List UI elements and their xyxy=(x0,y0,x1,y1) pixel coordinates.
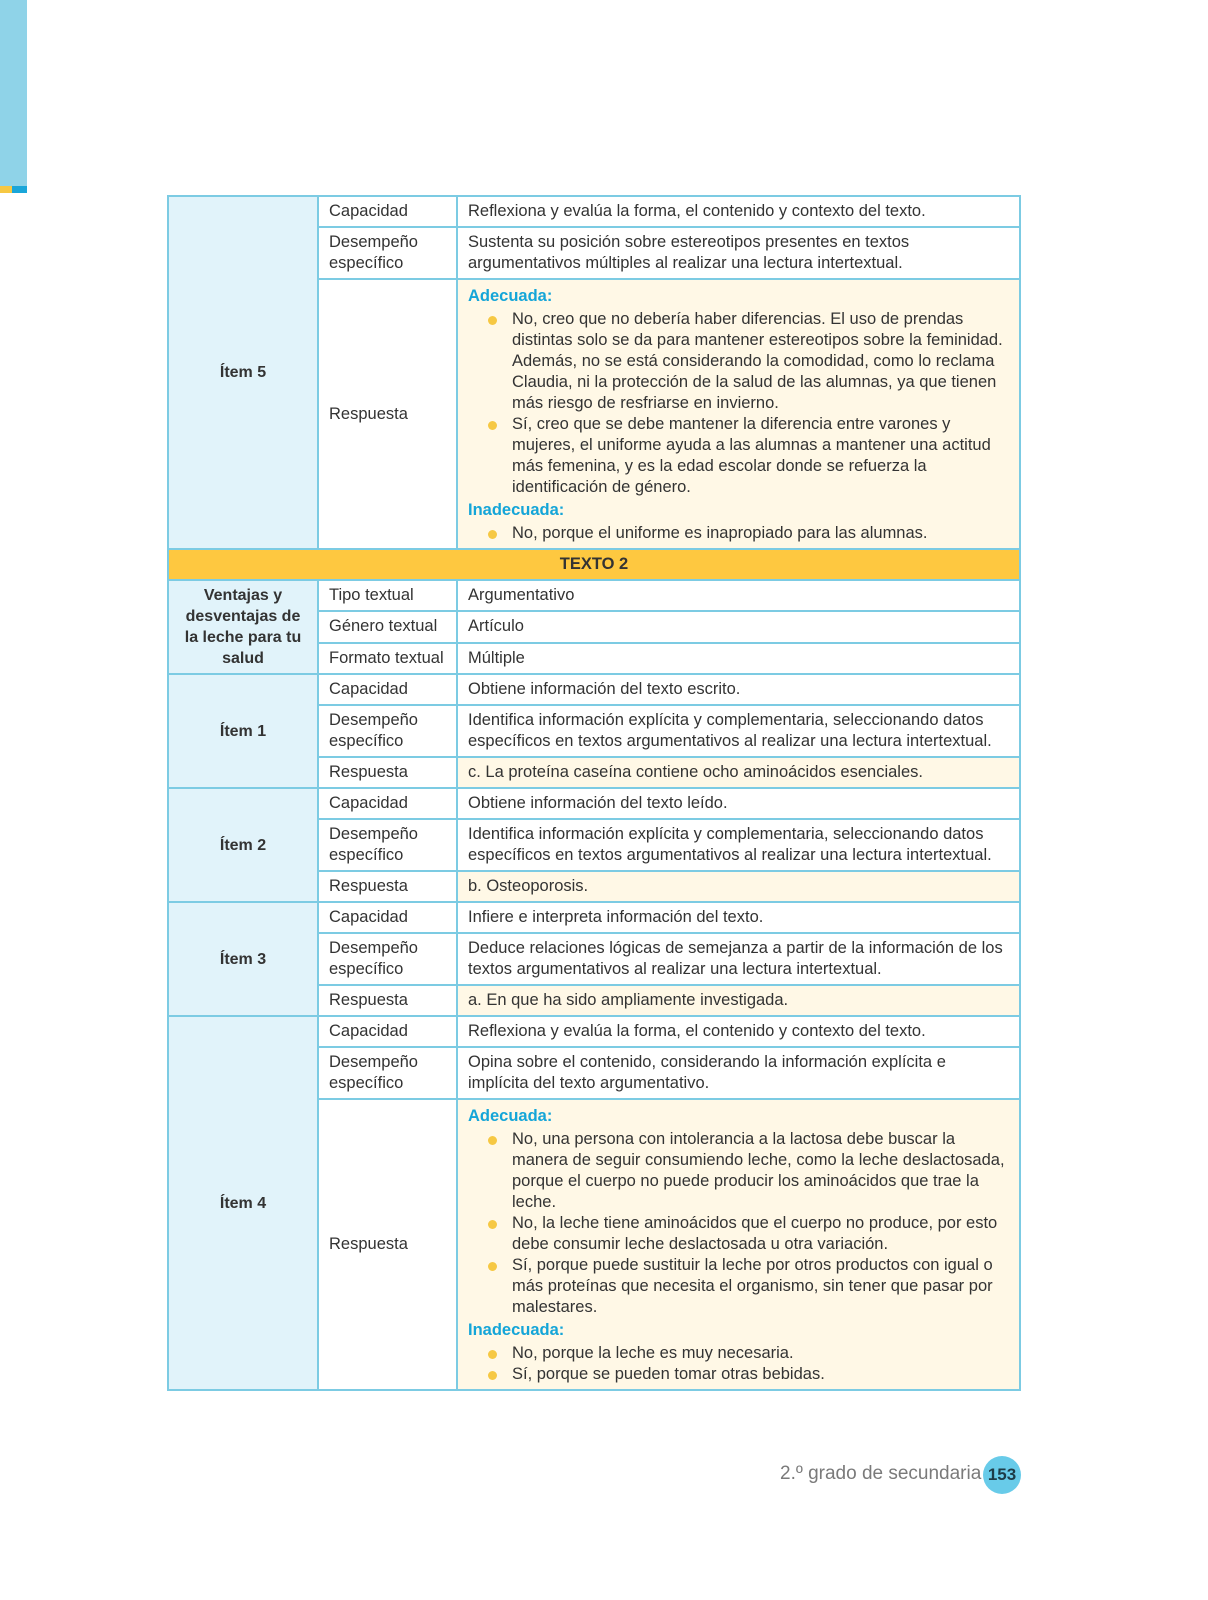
response-cell: c. La proteína caseína contiene ocho aminoácidos esenciales. xyxy=(457,757,1020,788)
table-row xyxy=(168,1016,1020,1047)
row-label: Desempeño específico xyxy=(318,1047,457,1099)
row-value: Múltiple xyxy=(457,643,1020,674)
row-label: Desempeño específico xyxy=(318,819,457,871)
list-item: No, una persona con intolerancia a la lactosa debe buscar la manera de seguir consumiendo leche, como la leche deslactosada, porque el cuerpo no puede producir los aminoácidos que trae la leche. xyxy=(512,1129,1009,1213)
side-strip xyxy=(0,0,27,186)
row-label: Respuesta xyxy=(318,985,457,1016)
row-value: Infiere e interpreta información del texto. xyxy=(457,902,1020,933)
text-title: Ventajas y desventajas de la leche para tu salud xyxy=(168,580,318,674)
item-label: Ítem 4 xyxy=(168,1016,318,1390)
list-item: Sí, creo que se debe mantener la diferencia entre varones y mujeres, el uniforme ayuda a las alumnas a mantener una actitud más femenina, y es la edad escolar donde se refuerza la identificación de género. xyxy=(512,414,1009,498)
row-value: Sustenta su posición sobre estereotipos presentes en textos argumentativos múltiples al realizar una lectura intertextual. xyxy=(457,227,1020,279)
row-label: Capacidad xyxy=(318,788,457,819)
adecuada-heading: Adecuada: xyxy=(468,287,553,305)
list-item: No, porque la leche es muy necesaria. xyxy=(512,1343,1009,1364)
row-label: Capacidad xyxy=(318,674,457,705)
row-value: Obtiene información del texto leído. xyxy=(457,788,1020,819)
row-value: Artículo xyxy=(457,611,1020,642)
response-cell: b. Osteoporosis. xyxy=(457,871,1020,902)
list-item: Sí, porque se pueden tomar otras bebidas. xyxy=(512,1364,1009,1385)
item-label: Ítem 5 xyxy=(168,196,318,549)
inadecuada-heading: Inadecuada: xyxy=(468,1321,565,1339)
table-row xyxy=(168,549,1020,580)
row-value: Reflexiona y evalúa la forma, el contenido y contexto del texto. xyxy=(457,1016,1020,1047)
row-label: Respuesta xyxy=(318,757,457,788)
item-label: Ítem 1 xyxy=(168,674,318,788)
row-value: Identifica información explícita y complementaria, seleccionando datos específicos en textos argumentativos al realizar una lectura intertextual. xyxy=(457,705,1020,757)
list-item: No, porque el uniforme es inapropiado para las alumnas. xyxy=(512,523,1009,544)
response-cell: a. En que ha sido ampliamente investigada. xyxy=(457,985,1020,1016)
bullet-list xyxy=(468,1129,1009,1318)
row-label: Desempeño específico xyxy=(318,933,457,985)
row-label: Desempeño específico xyxy=(318,227,457,279)
table-row xyxy=(168,902,1020,933)
table-row xyxy=(168,674,1020,705)
bullet-list xyxy=(468,309,1009,498)
row-value: Argumentativo xyxy=(457,580,1020,611)
row-label: Respuesta xyxy=(318,1099,457,1390)
item-label: Ítem 2 xyxy=(168,788,318,902)
row-label: Desempeño específico xyxy=(318,705,457,757)
table-row xyxy=(168,196,1020,227)
row-label: Respuesta xyxy=(318,279,457,549)
row-label: Capacidad xyxy=(318,902,457,933)
table-row xyxy=(168,580,1020,611)
row-value: Opina sobre el contenido, considerando la información explícita e implícita del texto argumentativo. xyxy=(457,1047,1020,1099)
evaluation-table xyxy=(167,195,1021,1391)
row-label: Tipo textual xyxy=(318,580,457,611)
row-label: Capacidad xyxy=(318,196,457,227)
row-label: Capacidad xyxy=(318,1016,457,1047)
footer-grade: 2.º grado de secundaria xyxy=(780,1463,982,1484)
row-value: Reflexiona y evalúa la forma, el contenido y contexto del texto. xyxy=(457,196,1020,227)
list-item: Sí, porque puede sustituir la leche por otros productos con igual o más proteínas que necesita el organismo, sin tener que pasar por malestares. xyxy=(512,1255,1009,1318)
list-item: No, la leche tiene aminoácidos que el cuerpo no produce, por esto debe consumir leche deslactosada u otra variación. xyxy=(512,1213,1009,1255)
row-value: Identifica información explícita y complementaria, seleccionando datos específicos en textos argumentativos al realizar una lectura intertextual. xyxy=(457,819,1020,871)
side-strip-accent xyxy=(0,186,12,193)
bullet-list xyxy=(468,523,1009,544)
inadecuada-heading: Inadecuada: xyxy=(468,501,565,519)
bullet-list xyxy=(468,1343,1009,1385)
row-label: Formato textual xyxy=(318,643,457,674)
row-value: Obtiene información del texto escrito. xyxy=(457,674,1020,705)
row-value: Deduce relaciones lógicas de semejanza a partir de la información de los textos argumentativos al realizar una lectura intertextual. xyxy=(457,933,1020,985)
row-label: Género textual xyxy=(318,611,457,642)
adecuada-heading: Adecuada: xyxy=(468,1107,553,1125)
row-label: Respuesta xyxy=(318,871,457,902)
item-label: Ítem 3 xyxy=(168,902,318,1016)
response-cell xyxy=(457,279,1020,549)
response-cell xyxy=(457,1099,1020,1390)
table-row xyxy=(168,788,1020,819)
section-banner: TEXTO 2 xyxy=(168,549,1020,580)
page-number: 153 xyxy=(983,1456,1021,1494)
list-item: No, creo que no debería haber diferencias. El uso de prendas distintas solo se da para mantener estereotipos sobre la feminidad. Además, no se está considerando la comodidad, como lo reclama Claudia, ni la protección de la salud de las alumnas, ya que tienen más riesgo de resfriarse en invierno. xyxy=(512,309,1009,414)
